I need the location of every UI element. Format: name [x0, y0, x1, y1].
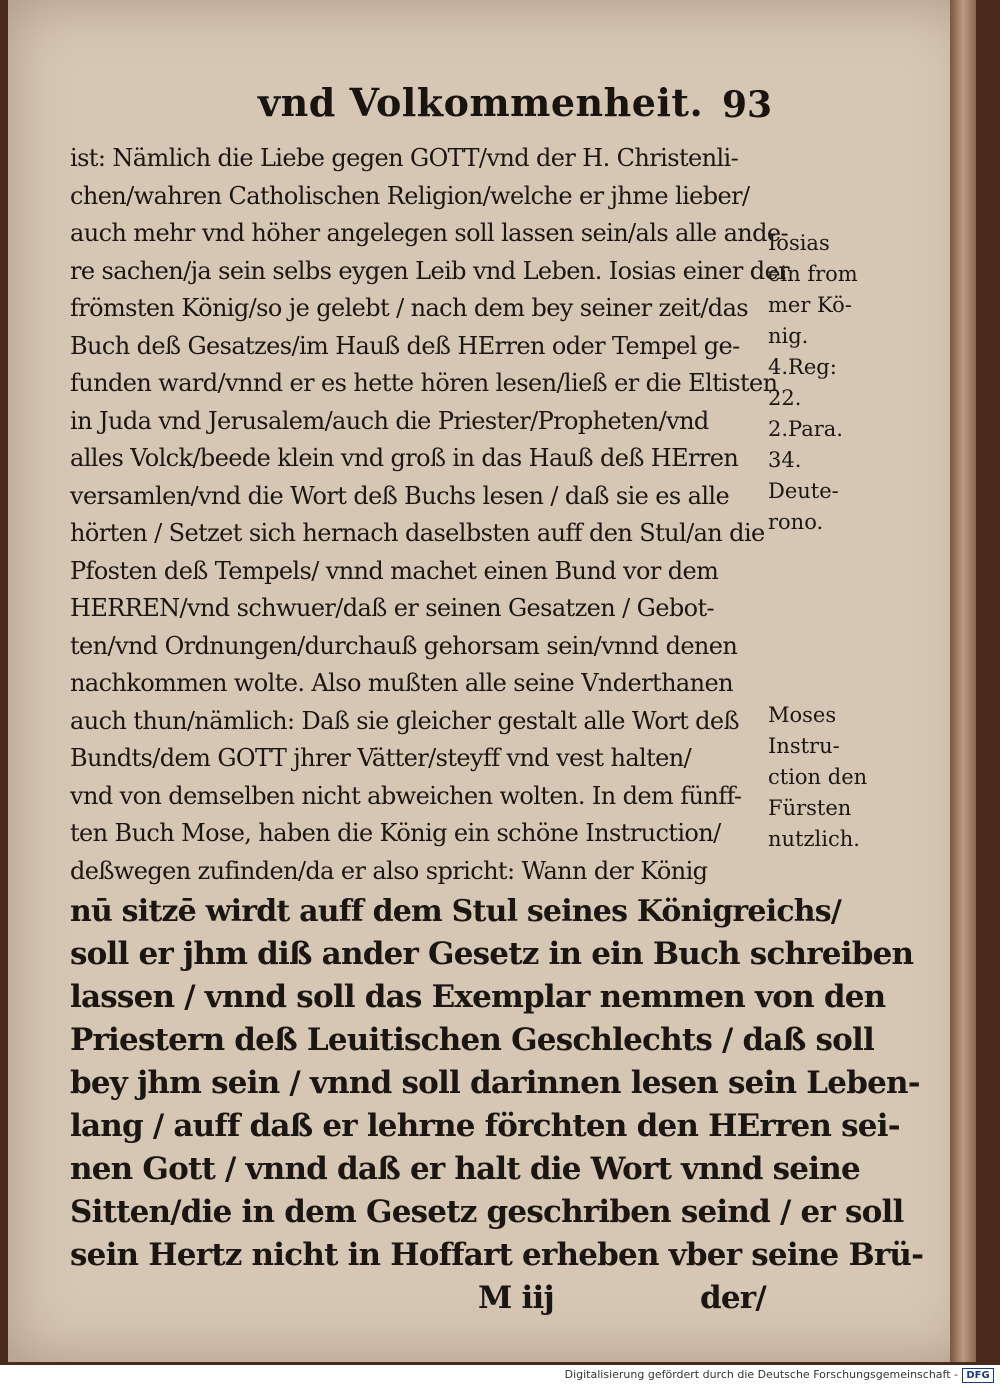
margin-note-line: nutzlich. [768, 827, 860, 851]
signature-line [70, 1277, 770, 1320]
funding-credit: Digitalisierung gefördert durch die Deutsche Forschungsgemeinschaft - [564, 1368, 958, 1381]
text-line: in Juda vnd Jerusalem/auch die Priester/Propheten/vnd [70, 406, 709, 435]
margin-note-line: Fürsten [768, 796, 852, 820]
text-line-large: lassen / vnnd soll das Exemplar nemmen von den [70, 979, 886, 1015]
text-line: re sachen/ja sein selbs eygen Leib vnd Leben. Iosias einer der [70, 256, 790, 285]
margin-note-line: 4.Reg: [768, 355, 837, 379]
margin-note-line: Iosias [768, 231, 830, 255]
margin-note-line: nig. [768, 324, 809, 348]
margin-note-line: mer Kö- [768, 293, 852, 317]
text-line: deßwegen zufinden/da er also spricht: Wann der König [70, 856, 708, 885]
text-line-large: sein Hertz nicht in Hoffart erheben vber seine Brü- [70, 1237, 924, 1273]
text-line-large: nū sitzē wirdt auff dem Stul seines Königreichs/ [70, 894, 842, 929]
margin-note-moses [768, 700, 867, 855]
text-line: ist: Nämlich die Liebe gegen GOTT/vnd der H. Christenli- [70, 144, 739, 172]
margin-note-line: Deute- [768, 479, 839, 503]
margin-note-line: Instru- [768, 734, 840, 758]
text-line-large: soll er jhm diß ander Gesetz in ein Buch schreiben [70, 936, 914, 972]
margin-note-line: rono. [768, 510, 824, 534]
text-line-large: Sitten/die in dem Gesetz geschriben seind / er soll [70, 1194, 904, 1230]
dfg-logo[interactable]: DFG [962, 1368, 994, 1383]
text-line-large: lang / auff daß er lehrne förchten den HErren sei- [70, 1108, 900, 1144]
margin-note-iosias [768, 228, 858, 538]
text-line-large: nen Gott / vnnd daß er halt die Wort vnnd seine [70, 1151, 860, 1187]
text-line: nachkommen wolte. Also mußten alle seine Vnderthanen [70, 669, 733, 697]
text-line: auch mehr vnd höher angelegen soll lassen sein/als alle ande- [70, 219, 789, 247]
margin-note-line: 22. [768, 386, 802, 410]
text-line: hörten / Setzet sich hernach daselbsten auff den Stul/an die [70, 519, 765, 547]
text-line: Buch deß Gesatzes/im Hauß deß HErren oder Tempel ge- [70, 331, 740, 360]
page-edge [950, 0, 976, 1362]
catchword: der/ [700, 1280, 766, 1316]
margin-note-line: Moses [768, 703, 837, 727]
text-line: HERREN/vnd schwuer/daß er seinen Gesatzen / Gebot- [70, 594, 714, 622]
text-line-large: Priestern deß Leuitischen Geschlechts / daß soll [70, 1022, 874, 1058]
text-line: Pfosten deß Tempels/ vnnd machet einen Bund vor dem [70, 556, 719, 585]
signature-mark: M iij [478, 1280, 554, 1316]
text-line: frömsten König/so je gelebt / nach dem bey seiner zeit/das [70, 294, 748, 322]
text-line: alles Volck/beede klein vnd groß in das Hauß deß HErren [70, 444, 739, 472]
text-line: auch thun/nämlich: Daß sie gleicher gestalt alle Wort deß [70, 706, 739, 735]
text-line: versamlen/vnd die Wort deß Buchs lesen / daß sie es alle [70, 481, 730, 510]
page-number: 93 [722, 84, 773, 126]
text-line: ten Buch Mose, haben die König ein schöne Instruction/ [70, 819, 721, 847]
text-line: chen/wahren Catholischen Religion/welche er jhme lieber/ [70, 181, 750, 210]
margin-note-line: ction den [768, 765, 868, 789]
footer-bar [0, 1365, 1000, 1387]
margin-note-line: 2.Para. [768, 417, 843, 441]
running-head: vnd Volkommenheit. [258, 80, 704, 125]
text-line: funden ward/vnnd er es hette hören lesen/ließ er die Eltisten [70, 369, 778, 397]
text-line: Bundts/dem GOTT jhrer Vätter/steyff vnd vest halten/ [70, 744, 692, 772]
text-line: ten/vnd Ordnungen/durchauß gehorsam sein/vnnd denen [70, 631, 738, 660]
margin-note-line: 34. [768, 448, 802, 472]
text-line: vnd von demselben nicht abweichen wolten. In dem fünff- [70, 781, 742, 810]
margin-note-line: ein from [768, 262, 858, 286]
text-line-large: bey jhm sein / vnnd soll darinnen lesen sein Leben- [70, 1065, 920, 1101]
book-page [8, 0, 976, 1362]
